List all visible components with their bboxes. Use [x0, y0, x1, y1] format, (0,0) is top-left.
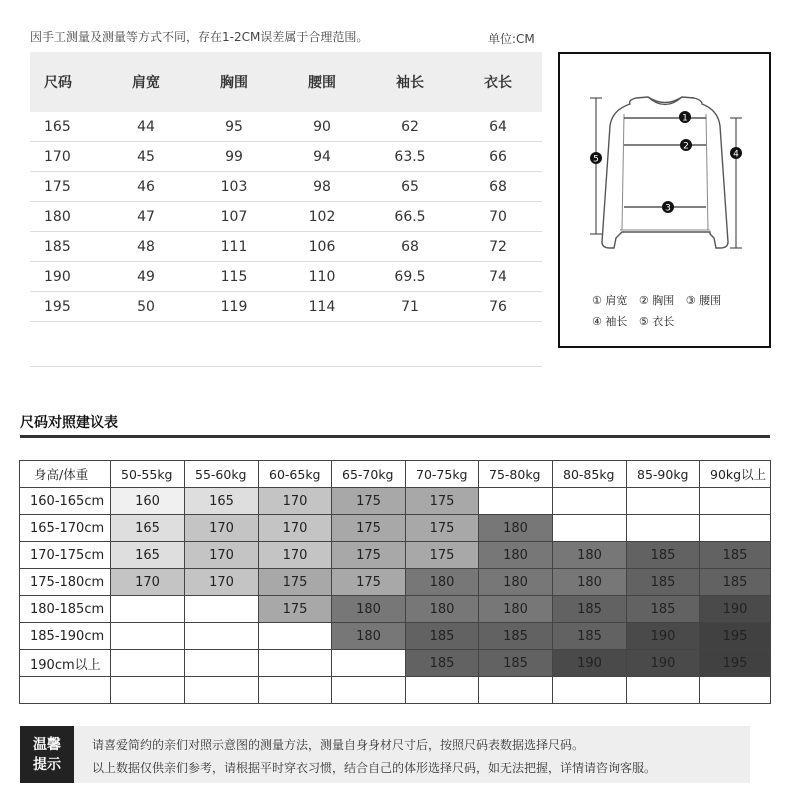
size-cell	[259, 623, 332, 650]
table-cell: 115	[190, 262, 278, 292]
size-cell: 175	[332, 542, 406, 569]
table-row	[30, 142, 542, 172]
table-cell: 99	[190, 142, 278, 172]
recommend-title: 尺码对照建议表	[20, 415, 118, 431]
table-cell: 76	[454, 292, 542, 322]
diagram-legend-line-2	[592, 313, 682, 329]
table-cell: 102	[278, 202, 366, 232]
table-cell: 185	[30, 232, 102, 262]
size-cell: 185	[627, 542, 700, 569]
size-cell: 170	[259, 515, 332, 542]
size-cell	[627, 515, 700, 542]
size-cell	[553, 677, 627, 704]
size-cell	[185, 650, 259, 677]
weight-header: 80-85kg	[553, 461, 627, 488]
size-cell: 180	[553, 542, 627, 569]
table-cell: 72	[454, 232, 542, 262]
size-cell: 180	[553, 569, 627, 596]
measurement-diagram	[558, 52, 771, 348]
table-cell	[366, 322, 454, 367]
marker-4	[730, 147, 742, 160]
table-cell	[102, 322, 190, 367]
table-cell: 110	[278, 262, 366, 292]
size-cell: 175	[406, 488, 479, 515]
table-row	[20, 542, 771, 569]
size-cell	[332, 650, 406, 677]
tips-label	[20, 726, 74, 783]
table-cell: 190	[30, 262, 102, 292]
size-cell	[700, 677, 771, 704]
size-cell: 180	[332, 623, 406, 650]
weight-header: 90kg以上	[700, 461, 771, 488]
table-cell: 94	[278, 142, 366, 172]
weight-header: 65-70kg	[332, 461, 406, 488]
diagram-legend-line-1	[592, 292, 729, 308]
col-header-sleeve: 袖长	[366, 52, 454, 112]
table-cell: 74	[454, 262, 542, 292]
table-cell: 69.5	[366, 262, 454, 292]
tips-label-top: 温馨	[33, 736, 61, 753]
size-cell: 185	[479, 650, 553, 677]
section-divider	[20, 435, 770, 438]
weight-header: 60-65kg	[259, 461, 332, 488]
svg-text:1: 1	[682, 113, 688, 124]
rec-header-row	[20, 461, 771, 488]
size-cell: 180	[479, 596, 553, 623]
size-cell	[111, 623, 185, 650]
size-cell: 185	[406, 650, 479, 677]
col-header-size: 尺码	[30, 52, 102, 112]
height-label: 190cm以上	[20, 650, 111, 677]
marker-1	[679, 111, 691, 124]
size-cell	[185, 623, 259, 650]
tip-line-2: 以上数据仅供亲们参考，请根据平时穿衣习惯，结合自己的体形选择尺码，如无法把握，详情请咨询客服。	[92, 761, 657, 775]
svg-text:3: 3	[665, 203, 671, 214]
size-cell: 175	[406, 542, 479, 569]
table-cell: 49	[102, 262, 190, 292]
table-cell: 71	[366, 292, 454, 322]
size-cell: 180	[332, 596, 406, 623]
table-cell: 66	[454, 142, 542, 172]
size-cell: 175	[406, 515, 479, 542]
legend-sleeve: ④ 袖长	[592, 315, 628, 328]
size-cell: 175	[332, 488, 406, 515]
size-cell: 185	[700, 542, 771, 569]
size-recommendation-table	[19, 460, 771, 704]
table-row	[20, 596, 771, 623]
table-cell: 170	[30, 142, 102, 172]
measurement-note: 因手工测量及测量等方式不同，存在1-2CM误差属于合理范围。	[30, 30, 369, 44]
table-cell: 114	[278, 292, 366, 322]
table-row-empty	[30, 322, 542, 367]
table-row-empty	[20, 677, 771, 704]
height-label: 160-165cm	[20, 488, 111, 515]
size-cell: 195	[700, 650, 771, 677]
table-cell: 106	[278, 232, 366, 262]
height-label: 185-190cm	[20, 623, 111, 650]
table-row	[20, 623, 771, 650]
table-row	[30, 262, 542, 292]
table-cell: 107	[190, 202, 278, 232]
size-cell: 185	[627, 596, 700, 623]
col-header-shoulder: 肩宽	[102, 52, 190, 112]
size-cell: 160	[111, 488, 185, 515]
table-cell: 90	[278, 112, 366, 142]
size-cell: 170	[185, 515, 259, 542]
table-row	[30, 172, 542, 202]
marker-5	[590, 152, 602, 165]
marker-3	[662, 201, 674, 214]
marker-2	[680, 139, 692, 152]
size-cell	[700, 515, 771, 542]
table-row	[30, 112, 542, 142]
weight-header: 70-75kg	[406, 461, 479, 488]
size-cell: 170	[111, 569, 185, 596]
table-cell: 175	[30, 172, 102, 202]
size-chart-table	[30, 52, 542, 367]
size-cell: 190	[627, 650, 700, 677]
size-cell	[111, 596, 185, 623]
table-cell: 111	[190, 232, 278, 262]
table-cell: 46	[102, 172, 190, 202]
size-cell: 180	[406, 596, 479, 623]
size-cell	[406, 677, 479, 704]
table-cell: 45	[102, 142, 190, 172]
table-cell: 195	[30, 292, 102, 322]
table-cell: 95	[190, 112, 278, 142]
size-cell	[479, 677, 553, 704]
col-header-length: 衣长	[454, 52, 542, 112]
size-cell	[111, 650, 185, 677]
size-cell: 180	[479, 569, 553, 596]
unit-label: 单位:CM	[488, 32, 535, 46]
height-label: 170-175cm	[20, 542, 111, 569]
size-cell: 170	[259, 542, 332, 569]
table-cell: 98	[278, 172, 366, 202]
size-cell	[627, 488, 700, 515]
size-cell: 185	[553, 623, 627, 650]
legend-chest: ② 胸围	[638, 294, 675, 307]
size-cell	[553, 515, 627, 542]
col-header-waist: 腰围	[278, 52, 366, 112]
table-cell	[454, 322, 542, 367]
size-cell: 185	[553, 596, 627, 623]
size-cell	[332, 677, 406, 704]
col-header-chest: 胸围	[190, 52, 278, 112]
table-row	[20, 515, 771, 542]
table-cell: 62	[366, 112, 454, 142]
table-row	[20, 488, 771, 515]
size-cell	[259, 677, 332, 704]
table-row	[30, 292, 542, 322]
size-cell: 185	[700, 569, 771, 596]
size-cell: 170	[185, 569, 259, 596]
size-cell: 165	[185, 488, 259, 515]
table-cell: 165	[30, 112, 102, 142]
height-label: 180-185cm	[20, 596, 111, 623]
table-cell: 103	[190, 172, 278, 202]
table-cell: 180	[30, 202, 102, 232]
table-cell: 66.5	[366, 202, 454, 232]
weight-header: 85-90kg	[627, 461, 700, 488]
tips-label-bottom: 提示	[33, 756, 61, 773]
tip-line-1: 请喜爱简约的亲们对照示意图的测量方法，测量自身身材尺寸后，按照尺码表数据选择尺码。	[92, 738, 585, 752]
table-cell: 119	[190, 292, 278, 322]
table-row	[20, 569, 771, 596]
table-cell	[30, 322, 102, 367]
sweater-outline	[602, 97, 728, 248]
table-cell: 47	[102, 202, 190, 232]
size-cell: 175	[332, 569, 406, 596]
weight-header: 50-55kg	[111, 461, 185, 488]
table-cell: 65	[366, 172, 454, 202]
size-cell	[185, 677, 259, 704]
table-cell: 70	[454, 202, 542, 232]
size-cell: 175	[259, 569, 332, 596]
size-cell	[111, 677, 185, 704]
table-cell: 63.5	[366, 142, 454, 172]
size-cell: 180	[479, 542, 553, 569]
height-label: 175-180cm	[20, 569, 111, 596]
svg-text:5: 5	[593, 154, 599, 165]
table-row	[30, 202, 542, 232]
table-row	[30, 232, 542, 262]
legend-shoulder: ① 肩宽	[592, 294, 628, 307]
size-cell: 180	[406, 569, 479, 596]
size-cell: 165	[111, 542, 185, 569]
legend-length: ⑤ 衣长	[638, 315, 675, 328]
size-cell: 190	[553, 650, 627, 677]
table-cell: 50	[102, 292, 190, 322]
size-cell	[259, 650, 332, 677]
size-cell	[185, 596, 259, 623]
size-cell	[627, 677, 700, 704]
size-cell: 190	[627, 623, 700, 650]
size-cell	[479, 488, 553, 515]
size-cell: 175	[332, 515, 406, 542]
table-cell: 48	[102, 232, 190, 262]
table-cell: 68	[454, 172, 542, 202]
size-cell: 185	[479, 623, 553, 650]
table-cell	[190, 322, 278, 367]
size-cell: 170	[185, 542, 259, 569]
size-cell: 165	[111, 515, 185, 542]
size-cell: 180	[479, 515, 553, 542]
table-row	[20, 650, 771, 677]
size-cell: 175	[259, 596, 332, 623]
table-cell: 44	[102, 112, 190, 142]
corner-label: 身高/体重	[20, 461, 111, 488]
size-cell: 185	[627, 569, 700, 596]
size-cell: 185	[406, 623, 479, 650]
table-cell: 64	[454, 112, 542, 142]
table-cell	[278, 322, 366, 367]
size-cell	[20, 677, 111, 704]
svg-text:2: 2	[683, 141, 689, 152]
size-chart-header-row	[30, 52, 542, 112]
weight-header: 55-60kg	[185, 461, 259, 488]
size-cell: 170	[259, 488, 332, 515]
size-cell: 190	[700, 596, 771, 623]
size-cell: 195	[700, 623, 771, 650]
table-cell: 68	[366, 232, 454, 262]
svg-text:4: 4	[733, 149, 739, 160]
size-cell	[700, 488, 771, 515]
weight-header: 75-80kg	[479, 461, 553, 488]
size-cell	[553, 488, 627, 515]
height-label: 165-170cm	[20, 515, 111, 542]
legend-waist: ③ 腰围	[685, 294, 722, 307]
tips-box	[20, 726, 750, 783]
